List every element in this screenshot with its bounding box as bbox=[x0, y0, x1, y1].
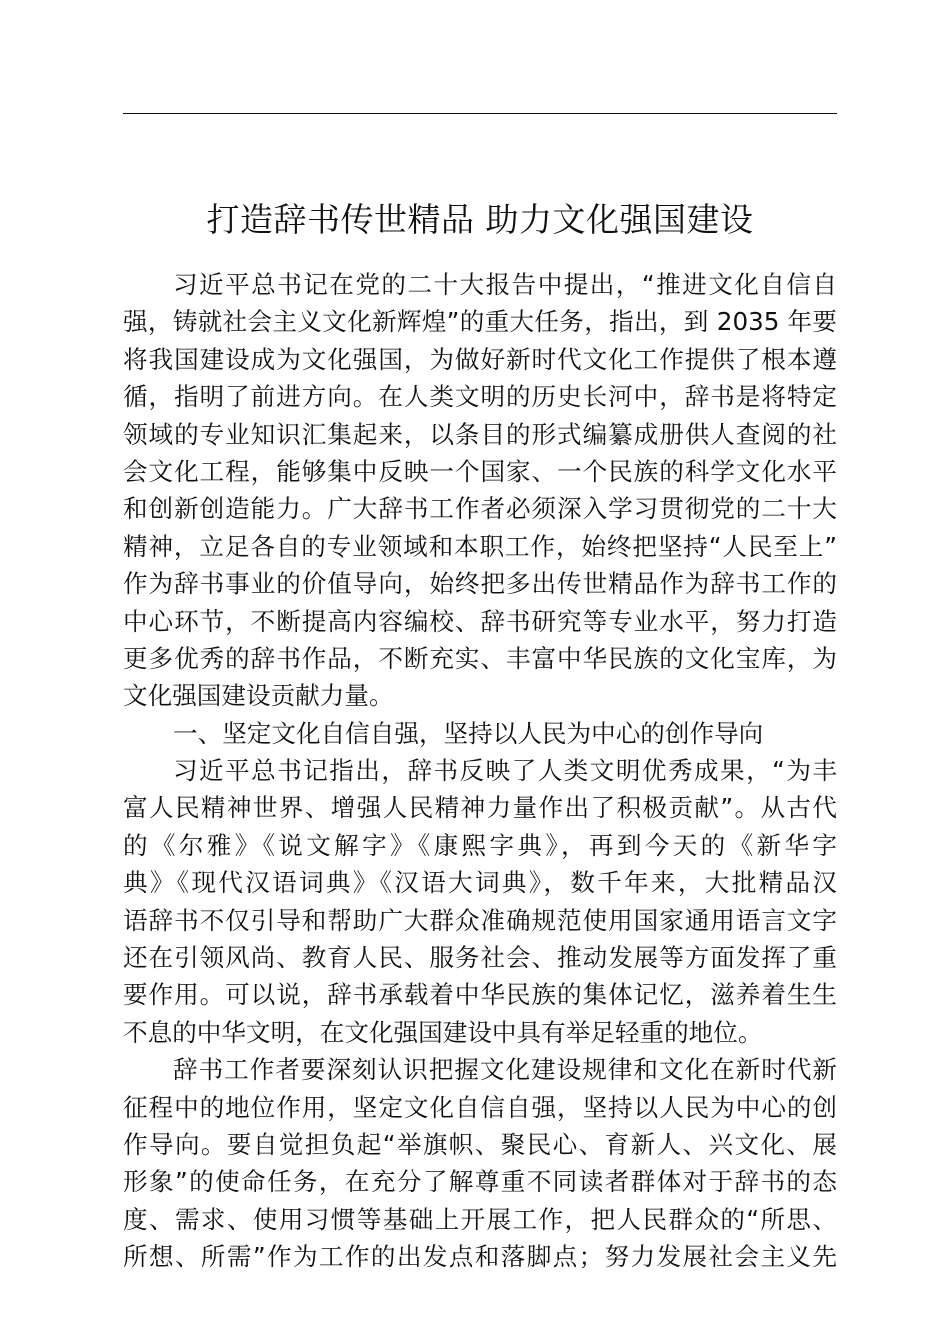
body-line: 所想、所需”作为工作的出发点和落脚点；努力发展社会主义先 bbox=[123, 1242, 837, 1272]
body-line: 度、需求、使用习惯等基础上开展工作，把人民群众的“所思、 bbox=[123, 1204, 837, 1234]
body-line: 文化强国建设贡献力量。 bbox=[123, 681, 394, 711]
body-line: 还在引领风尚、教育人民、服务社会、推动发展等方面发挥了重 bbox=[123, 943, 837, 973]
body-line: 典》《现代汉语词典》《汉语大词典》，数千年来，大批精品汉 bbox=[123, 868, 837, 898]
header-rule bbox=[123, 113, 837, 114]
body-line: 富人民精神世界、增强人民精神力量作出了积极贡献”。从古代 bbox=[123, 793, 837, 823]
body-line: 要作用。可以说，辞书承载着中华民族的集体记忆，滋养着生生 bbox=[123, 980, 837, 1010]
document-title: 打造辞书传世精品 助力文化强国建设 bbox=[206, 200, 754, 240]
body-line: 和创新创造能力。广大辞书工作者必须深入学习贯彻党的二十大 bbox=[123, 494, 837, 524]
body-line: 中心环节，不断提高内容编校、辞书研究等专业水平，努力打造 bbox=[123, 606, 837, 636]
body-line: 领域的专业知识汇集起来，以条目的形式编纂成册供人查阅的社 bbox=[123, 419, 837, 449]
body-line: 强，铸就社会主义文化新辉煌”的重大任务，指出，到 2035 年要 bbox=[123, 307, 837, 337]
body-line: 语辞书不仅引导和帮助广大群众准确规范使用国家通用语言文字 bbox=[123, 905, 837, 935]
body-line: 辞书工作者要深刻认识把握文化建设规律和文化在新时代新 bbox=[173, 1055, 837, 1085]
body-line: 精神，立足各自的专业领域和本职工作，始终把坚持“人民至上” bbox=[123, 531, 837, 561]
document-body bbox=[123, 266, 837, 1276]
body-line: 会文化工程，能够集中反映一个国家、一个民族的科学文化水平 bbox=[123, 456, 837, 486]
body-line: 习近平总书记在党的二十大报告中提出，“推进文化自信自 bbox=[173, 270, 837, 299]
body-line: 习近平总书记指出，辞书反映了人类文明优秀成果，“为丰 bbox=[173, 756, 837, 786]
body-line: 更多优秀的辞书作品，不断充实、丰富中华民族的文化宝库，为 bbox=[123, 643, 837, 673]
body-line: 征程中的地位作用，坚定文化自信自强，坚持以人民为中心的创 bbox=[123, 1092, 837, 1122]
body-line: 的《尔雅》《说文解字》《康熙字典》，再到今天的《新华字 bbox=[123, 830, 837, 860]
body-line: 作导向。要自觉担负起“举旗帜、聚民心、育新人、兴文化、展 bbox=[123, 1129, 837, 1159]
body-line: 不息的中华文明，在文化强国建设中具有举足轻重的地位。 bbox=[123, 1017, 763, 1047]
body-line: 将我国建设成为文化强国，为做好新时代文化工作提供了根本遵 bbox=[123, 344, 837, 374]
body-line: 形象”的使命任务，在充分了解尊重不同读者群体对于辞书的态 bbox=[123, 1167, 837, 1197]
body-line: 循，指明了前进方向。在人类文明的历史长河中，辞书是将特定 bbox=[123, 382, 837, 412]
section-heading: 一、坚定文化自信自强，坚持以人民为中心的创作导向 bbox=[173, 718, 764, 748]
body-line: 作为辞书事业的价值导向，始终把多出传世精品作为辞书工作的 bbox=[123, 569, 837, 599]
